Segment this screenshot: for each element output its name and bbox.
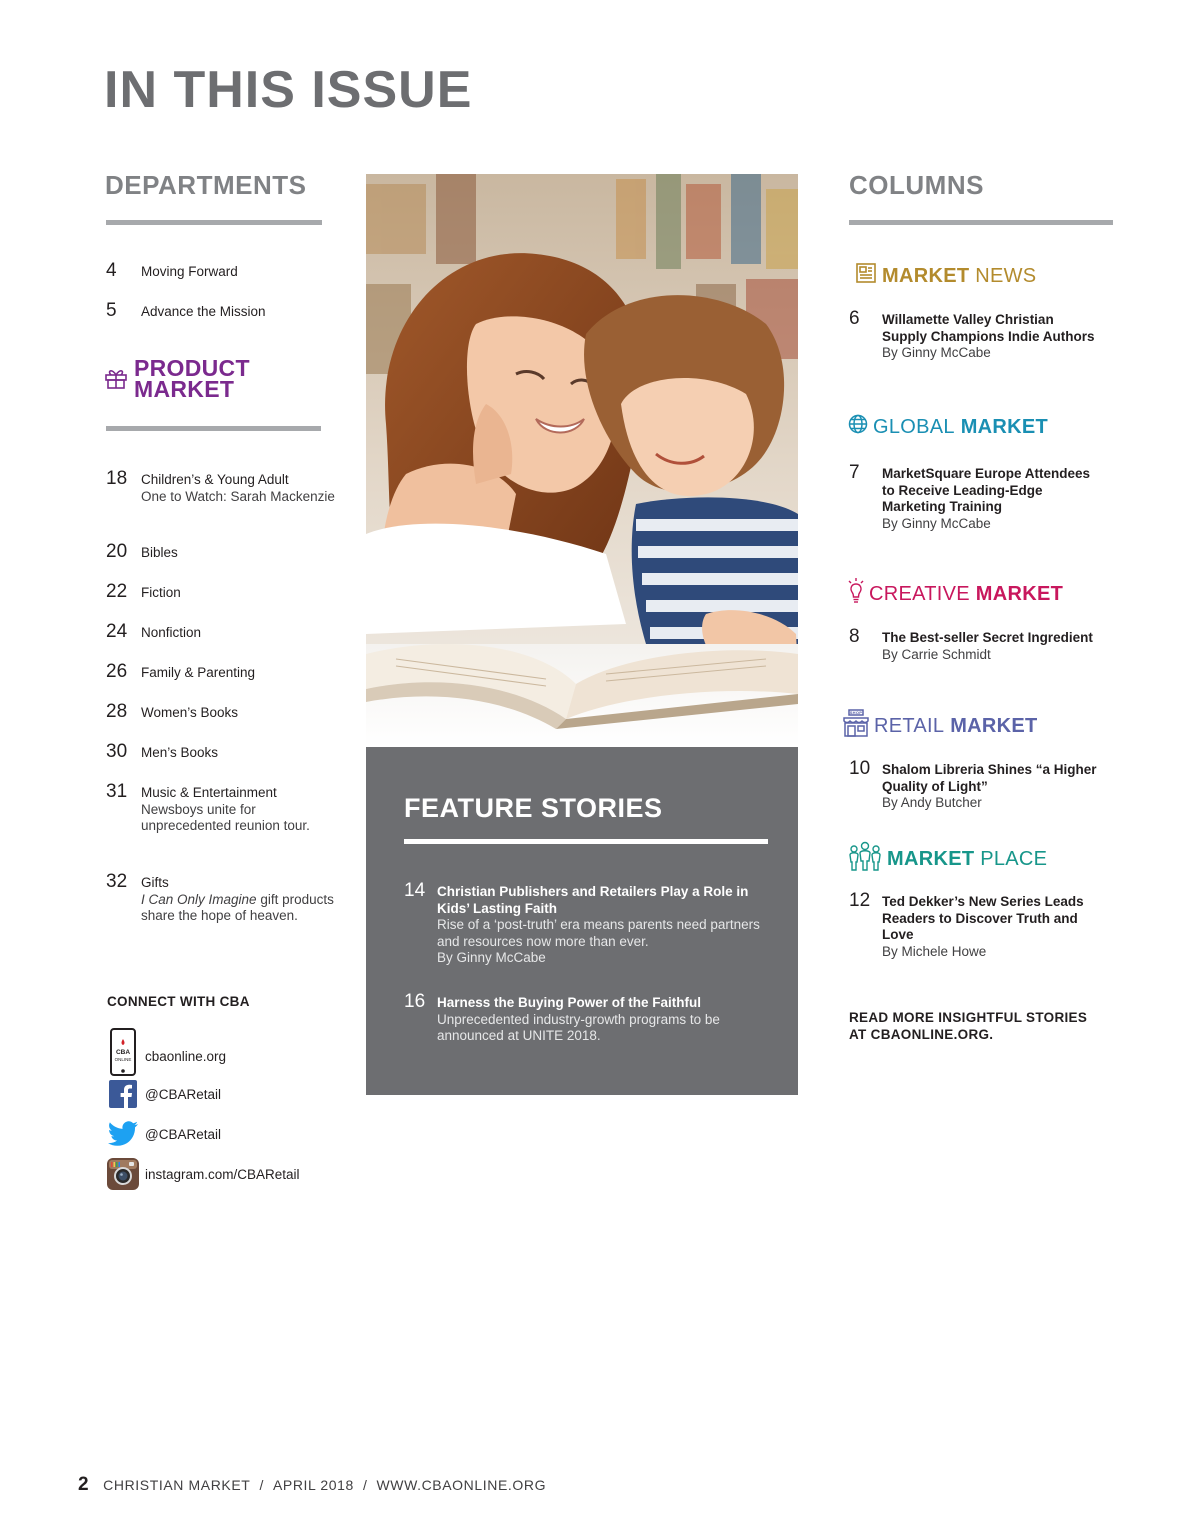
phone-icon-text-1: CBA bbox=[115, 1049, 131, 1056]
footer-publication: CHRISTIAN MARKET bbox=[103, 1477, 251, 1493]
page-title: IN THIS ISSUE bbox=[104, 61, 473, 119]
product-market-rule bbox=[106, 426, 321, 431]
social-twitter[interactable] bbox=[107, 1120, 221, 1148]
product-market-line1: PRODUCT bbox=[134, 355, 250, 381]
item-title: Ted Dekker’s New Series Leads Readers to Discover Truth and Love bbox=[882, 894, 1084, 942]
item-title: Shalom Libreria Shines “a Higher Quality of Light” bbox=[882, 762, 1097, 794]
item-byline: By Ginny McCabe bbox=[882, 345, 991, 360]
brand-word-1: RETAIL bbox=[874, 714, 945, 737]
brand-word-1: MARKET bbox=[882, 264, 970, 287]
columns-rule bbox=[849, 220, 1113, 225]
item-title: Women’s Books bbox=[141, 705, 239, 720]
product-market-logo bbox=[104, 355, 250, 402]
item-title: Advance the Mission bbox=[141, 304, 266, 319]
brand-word-1: GLOBAL bbox=[873, 415, 955, 438]
item-title: Men’s Books bbox=[141, 745, 219, 760]
page-number: 20 bbox=[106, 541, 128, 562]
brand-word-2: PLACE bbox=[980, 847, 1048, 870]
page-number: 32 bbox=[106, 871, 128, 892]
item-title: Fiction bbox=[141, 585, 181, 600]
retail-market-logo bbox=[843, 709, 1038, 743]
item-description: gift products share the hope of heaven. bbox=[141, 891, 334, 923]
globe-icon bbox=[848, 414, 873, 440]
item-title: Moving Forward bbox=[141, 264, 238, 279]
connect-heading: CONNECT WITH CBA bbox=[107, 994, 250, 1009]
page-number: 14 bbox=[404, 880, 426, 901]
page-number: 24 bbox=[106, 621, 128, 642]
newspaper-icon bbox=[855, 262, 882, 290]
global-market-logo bbox=[848, 414, 1048, 440]
market-place-logo bbox=[848, 841, 1047, 877]
footer-issue-date: APRIL 2018 bbox=[272, 1477, 354, 1493]
mother-and-child-reading-photo bbox=[366, 174, 798, 747]
social-label: instagram.com/CBARetail bbox=[145, 1166, 300, 1182]
read-more-link[interactable]: READ MORE INSIGHTFUL STORIES AT CBAONLINE.ORG. bbox=[849, 1010, 1088, 1042]
product-market-line2: MARKET bbox=[134, 376, 235, 402]
item-byline: By Ginny McCabe bbox=[882, 515, 991, 531]
gift-icon bbox=[104, 366, 128, 395]
page-number: 6 bbox=[849, 308, 860, 329]
item-byline: By Ginny McCabe bbox=[437, 950, 546, 965]
page-number: 28 bbox=[106, 701, 128, 722]
item-description: Unprecedented industry-growth programs to be announced at UNITE 2018. bbox=[437, 1011, 720, 1043]
phone-icon bbox=[107, 1028, 139, 1076]
footer-page-number: 2 bbox=[78, 1474, 90, 1495]
page-number: 12 bbox=[849, 890, 871, 911]
instagram-icon bbox=[107, 1158, 139, 1190]
item-byline: By Carrie Schmidt bbox=[882, 646, 991, 662]
market-news-logo bbox=[855, 262, 1036, 290]
item-title: Bibles bbox=[141, 545, 178, 560]
departments-heading: DEPARTMENTS bbox=[105, 170, 307, 200]
brand-word-1: MARKET bbox=[887, 847, 975, 870]
item-title: Music & Entertainment bbox=[141, 785, 277, 800]
facebook-icon bbox=[107, 1080, 139, 1108]
item-title: Nonfiction bbox=[141, 625, 202, 640]
footer-separator: / bbox=[362, 1477, 368, 1493]
lightbulb-icon bbox=[848, 578, 869, 610]
item-title: Gifts bbox=[141, 875, 169, 890]
social-website[interactable] bbox=[107, 1028, 226, 1076]
departments-rule bbox=[106, 220, 322, 225]
page-number: 10 bbox=[849, 758, 871, 779]
item-title: MarketSquare Europe Attendees to Receive Leading-Edge Marketing Training bbox=[882, 466, 1091, 514]
item-description: One to Watch: Sarah Mackenzie bbox=[141, 488, 335, 504]
page-number: 5 bbox=[106, 300, 117, 321]
brand-word-2: MARKET bbox=[975, 582, 1064, 605]
page-number: 8 bbox=[849, 626, 860, 647]
item-description-italic: I Can Only Imagine bbox=[141, 891, 257, 907]
page-number: 31 bbox=[106, 781, 128, 802]
social-label: @CBARetail bbox=[145, 1126, 221, 1142]
social-instagram[interactable] bbox=[107, 1158, 300, 1190]
brand-word-2: MARKET bbox=[960, 415, 1049, 438]
creative-market-logo bbox=[848, 578, 1063, 610]
page-number: 30 bbox=[106, 741, 128, 762]
footer-website[interactable]: WWW.CBAONLINE.ORG bbox=[376, 1477, 547, 1493]
page-number: 26 bbox=[106, 661, 128, 682]
social-label: @CBARetail bbox=[145, 1086, 221, 1102]
columns-heading: COLUMNS bbox=[849, 170, 984, 200]
page-footer bbox=[78, 1474, 546, 1496]
page-number: 7 bbox=[849, 462, 860, 483]
item-title: Children’s & Young Adult bbox=[141, 472, 289, 487]
item-byline: By Michele Howe bbox=[882, 943, 987, 959]
feature-rule bbox=[404, 839, 768, 844]
twitter-icon bbox=[107, 1120, 139, 1148]
page-number: 16 bbox=[404, 991, 426, 1012]
item-title: Harness the Buying Power of the Faithful bbox=[437, 995, 702, 1010]
item-title: The Best-seller Secret Ingredient bbox=[882, 630, 1093, 645]
item-description: Newsboys unite for unprecedented reunion tour. bbox=[141, 801, 310, 833]
phone-icon-text-2: ONLINE bbox=[114, 1057, 132, 1062]
page-number: 22 bbox=[106, 581, 128, 602]
item-byline: By Andy Butcher bbox=[882, 795, 982, 810]
social-label: cbaonline.org bbox=[145, 1048, 227, 1064]
footer-separator: / bbox=[259, 1477, 264, 1493]
social-facebook[interactable] bbox=[107, 1080, 221, 1108]
people-icon bbox=[848, 841, 887, 877]
shop-icon bbox=[843, 709, 874, 743]
brand-word-1: CREATIVE bbox=[869, 582, 970, 605]
feature-stories-box bbox=[366, 747, 798, 1095]
item-description: Rise of a ‘post-truth’ era means parents need partners and resources now more than ever. bbox=[437, 917, 760, 949]
item-title: Family & Parenting bbox=[141, 665, 256, 680]
page-number: 18 bbox=[106, 468, 128, 489]
brand-word-2: NEWS bbox=[975, 264, 1037, 287]
item-title: Christian Publishers and Retailers Play a Role in Kids’ Lasting Faith bbox=[437, 884, 749, 916]
feature-stories-heading: FEATURE STORIES bbox=[404, 793, 663, 823]
shop-icon-text: SHOP bbox=[849, 710, 863, 715]
item-title: Willamette Valley Christian Supply Champions Indie Authors bbox=[882, 312, 1095, 344]
brand-word-2: MARKET bbox=[950, 714, 1038, 737]
page-number: 4 bbox=[106, 260, 117, 281]
